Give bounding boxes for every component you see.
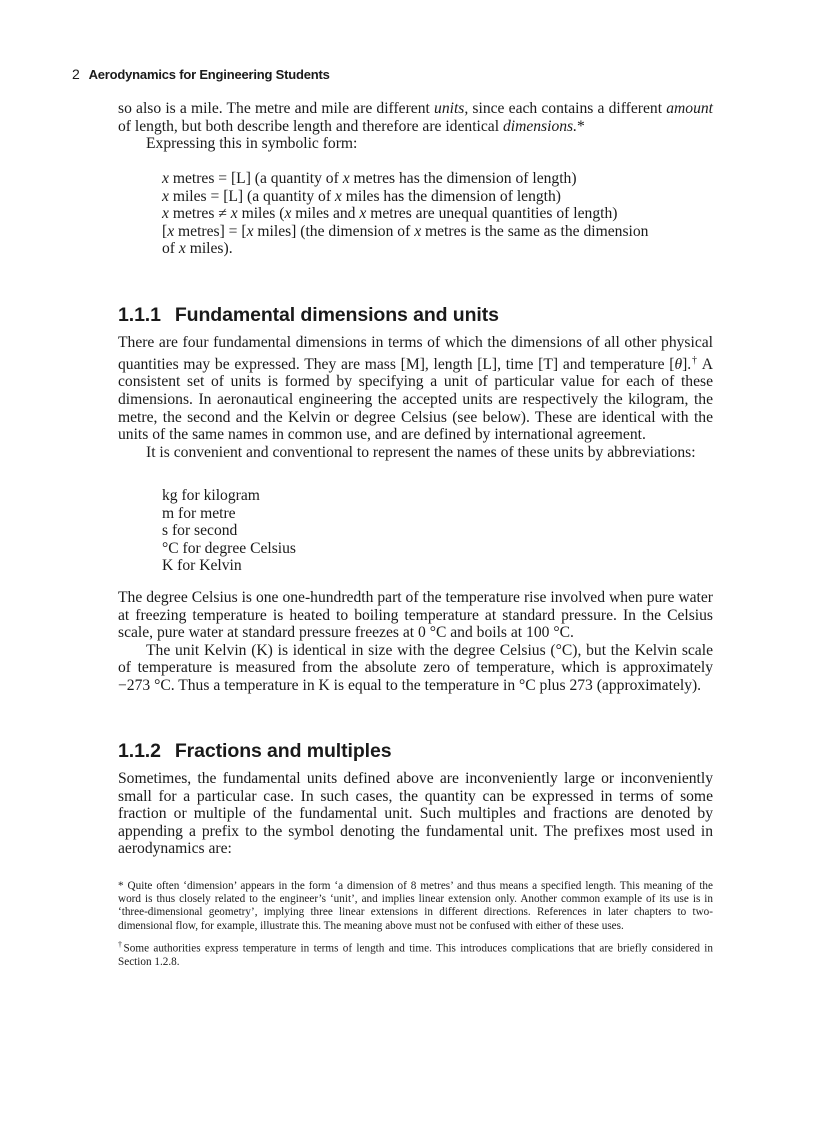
section-1-1-2-body xyxy=(118,770,713,858)
section-title xyxy=(118,304,713,327)
footnote-mark-dagger: † xyxy=(118,939,124,949)
text-run: miles has the dimension of length) xyxy=(341,187,561,205)
text-run: metres] = [ xyxy=(174,222,247,240)
section-title-text: Fundamental dimensions and units xyxy=(174,304,499,326)
var-x: x xyxy=(178,240,186,258)
intro-section xyxy=(118,100,713,153)
var-x: x xyxy=(284,205,292,223)
var-x: x xyxy=(162,187,169,205)
text-run: ]. xyxy=(682,355,692,373)
abbreviation-intro: It is convenient and conventional to represent the names of these units by abbreviations: xyxy=(146,443,696,461)
symbolic-line-5 xyxy=(162,240,713,258)
text-run: since each contains a different xyxy=(468,100,667,117)
var-x: x xyxy=(246,222,254,240)
footnote-text: Quite often ‘dimension’ appears in the form ‘a dimension of 8 metres’ and thus means a specified length. This meaning of the word is thus closely related to the engineer’s ‘unit’, and implies linear extension only. Another common example of its use is in ‘three-dimensional geometry’, implying three linear extensions in different directions. References in later chapters to two-dimensional flow, for example, illustrate this. The meaning above must not be confused with either of these uses. xyxy=(118,880,713,932)
footnote-ref-dagger: † xyxy=(691,354,698,366)
symbolic-form-intro: Expressing this in symbolic form: xyxy=(146,135,358,153)
text-run: miles and xyxy=(291,205,360,223)
fractions-multiples-paragraph: Sometimes, the fundamental units defined above are inconveniently large or inconveniently small for a particular case. In such cases, the quantity can be expressed in terms of some fraction or multiple of the fundamental unit. Such multiples and fractions are denoted by appending a prefix to the symbol denoting the fundamental unit. The prefixes most used in aerodynamics are: xyxy=(118,770,713,858)
section-title xyxy=(118,740,713,763)
page-number: 2 xyxy=(72,66,80,82)
footnotes xyxy=(118,880,713,969)
symbolic-line-4 xyxy=(162,223,713,241)
footnote-mark-star: * xyxy=(118,880,124,892)
text-run: metres ≠ xyxy=(168,205,231,223)
var-x: x xyxy=(414,222,422,240)
text-run: of xyxy=(162,240,179,258)
abbreviation-list xyxy=(118,487,713,575)
section-title-text: Fractions and multiples xyxy=(174,740,392,762)
var-x: x xyxy=(359,205,367,223)
var-x: x xyxy=(230,205,238,223)
var-x: x xyxy=(167,222,175,240)
section-number: 1.1.1 xyxy=(118,304,161,326)
emphasis-dimensions: dimensions. xyxy=(502,117,578,135)
symbolic-block xyxy=(118,170,713,258)
emphasis-amount: amount xyxy=(666,100,713,117)
text-run: metres has the dimension of length) xyxy=(349,170,577,187)
section-heading-1-1-1 xyxy=(118,304,713,327)
text-run: miles ( xyxy=(237,205,285,223)
footnote-ref-star: * xyxy=(577,117,585,135)
theta-symbol: θ xyxy=(674,355,683,373)
symbolic-line-2 xyxy=(162,188,713,206)
var-x: x xyxy=(342,170,350,187)
symbolic-line-3 xyxy=(162,205,713,223)
abbrev-item: kg for kilogram xyxy=(162,487,260,504)
celsius-kelvin-paragraphs xyxy=(118,589,713,695)
kelvin-paragraph: The unit Kelvin (K) is identical in size with the degree Celsius (°C), but the Kelvin scale of temperature is measured from the absolute zero of temperature, which is approximately −273 °C. Thus a temperature in K is equal to the temperature in °C plus 273 (approximately). xyxy=(118,641,713,694)
abbrev-item: K for Kelvin xyxy=(162,557,242,575)
emphasis-units: units, xyxy=(434,100,469,117)
section-1-1-1-body xyxy=(118,334,713,461)
section-heading-1-1-2 xyxy=(118,740,713,763)
abbrev-item: °C for degree Celsius xyxy=(162,539,296,557)
text-run: miles). xyxy=(185,240,233,258)
text-run: There are four fundamental dimensions in terms of which the dimensions of all other physical quantities may be expressed. They are mass [M], length [L], time [T] and temperature [ xyxy=(118,334,713,373)
symbolic-line-1 xyxy=(162,170,713,188)
section-number: 1.1.2 xyxy=(118,740,161,762)
text-run: miles = [L] (a quantity of xyxy=(168,187,335,205)
symbolic-lines xyxy=(118,170,713,258)
text-run: miles] (the dimension of xyxy=(253,222,415,240)
celsius-paragraph: The degree Celsius is one one-hundredth part of the temperature rise involved when pure water at freezing temperature is heated to boiling temperature at standard pressure. In the Celsius scale, pure water at standard pressure freezes at 0 °C and boils at 100 °C. xyxy=(118,589,713,642)
abbrev-item: m for metre xyxy=(162,504,236,522)
text-run: metres = [L] (a quantity of xyxy=(168,170,343,187)
intro-paragraph xyxy=(118,100,713,135)
footnote-text: Some authorities express temperature in terms of length and time. This introduces complications that are briefly considered in Section 1.2.8. xyxy=(118,942,713,968)
book-title: Aerodynamics for Engineering Students xyxy=(88,67,330,82)
var-x: x xyxy=(162,205,169,223)
text-run: metres is the same as the dimension xyxy=(421,222,649,240)
text-run: A consistent set of units is formed by specifying a unit of particular value for each of these dimensions. In aeronautical engineering the accepted units are respectively the kilogram, the metre, the second and the Kelvin or degree Celsius (see below). These are identical with the units of the same names in common use, and are defined by international agreement. xyxy=(118,355,713,444)
var-x: x xyxy=(162,170,169,187)
text-run: of length, but both describe length and therefore are identical xyxy=(118,117,503,135)
var-x: x xyxy=(334,187,342,205)
footnote-2 xyxy=(118,938,713,969)
running-head xyxy=(72,66,330,82)
text-run: metres are unequal quantities of length) xyxy=(366,205,618,223)
abbreviation-lines xyxy=(118,487,713,575)
abbrev-item: s for second xyxy=(162,522,238,540)
text-run: [ xyxy=(162,222,168,240)
footnote-1 xyxy=(118,880,713,933)
text-run: so also is a mile. The metre and mile are different xyxy=(118,100,435,117)
fundamental-dimensions-paragraph xyxy=(118,334,713,444)
